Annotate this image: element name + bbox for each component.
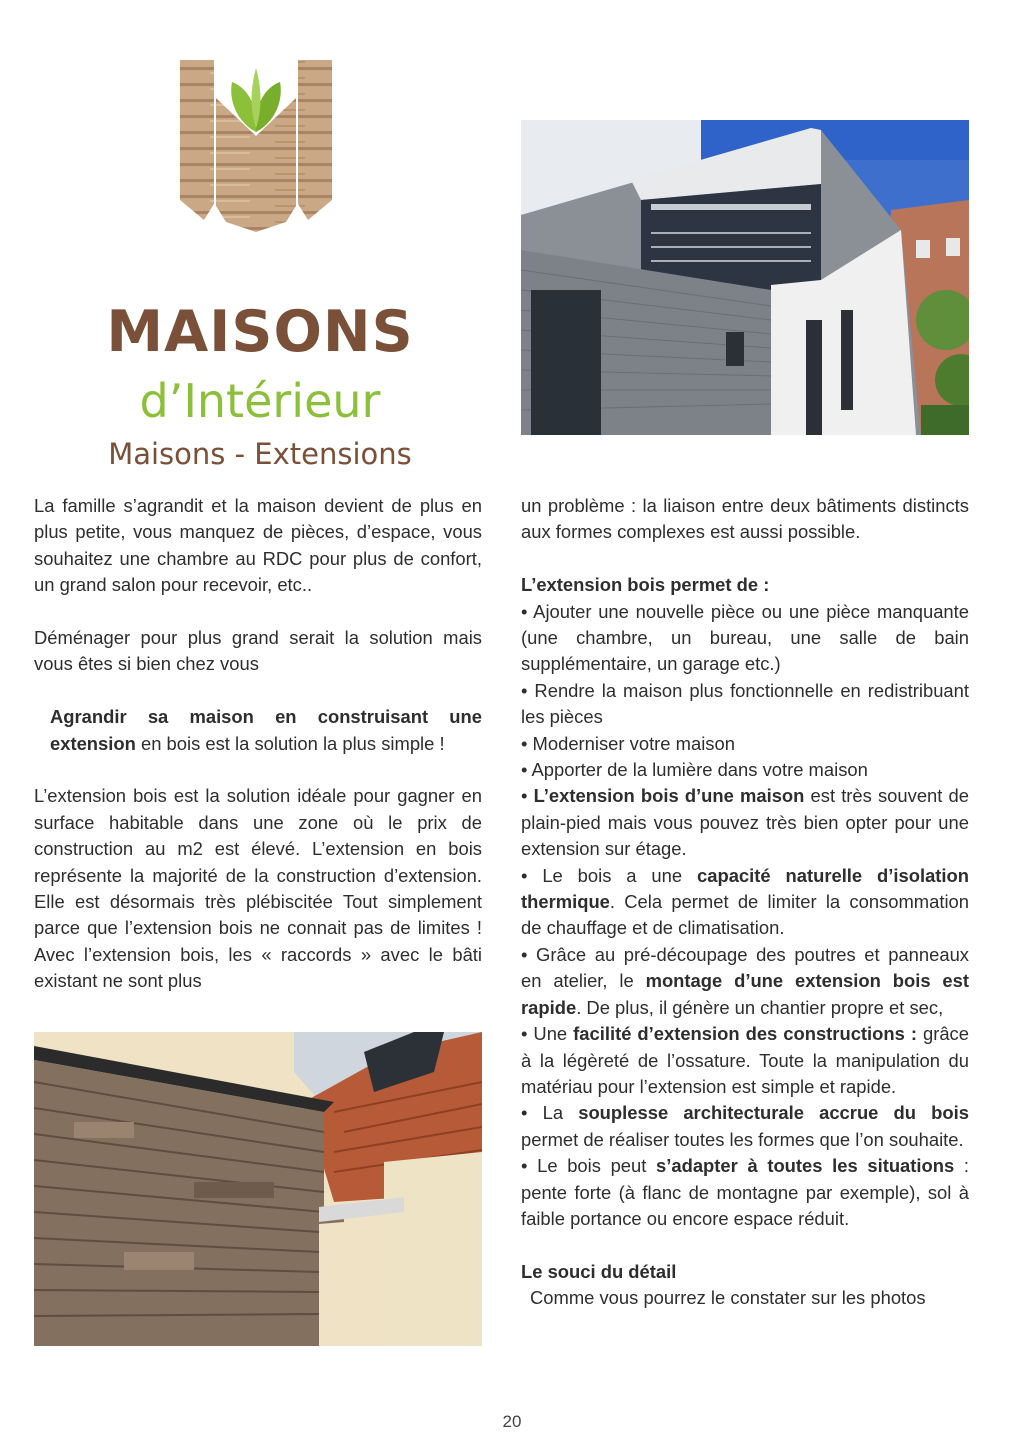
solution-bold: Agrandir sa maison en construisant une extension — [50, 706, 482, 754]
right-text-column — [521, 493, 969, 1312]
brand-name: MAISONS — [106, 299, 414, 365]
list-item-pre: • Une — [521, 1023, 574, 1045]
solution-paragraph — [34, 704, 482, 757]
list-item-rest: grâce à la légèreté de l’ossature. Toute la manipulation du matériau pour l’extension est simple et rapide. — [521, 1023, 969, 1097]
list-item-bold: souplesse architecturale accrue du bois — [578, 1102, 969, 1124]
detail-title-text: Le souci du détail — [521, 1260, 677, 1282]
list-item-rest: permet de réaliser toutes les formes que l’on souhaite. — [521, 1128, 964, 1150]
bullet: • — [521, 785, 534, 807]
list-item-pre: • Grâce au pré-découpage des poutres et panneaux en atelier, le — [521, 943, 969, 992]
left-text-column — [34, 493, 482, 995]
list-item-bold: L’extension bois d’une maison — [533, 785, 805, 807]
list-item: • Moderniser votre maison — [521, 732, 735, 754]
list-item-rest: : pente forte (à flanc de montagne par exemple), sol à faible portance ou encore espace réduit. — [521, 1155, 969, 1229]
list-item-pre: • Le bois peut — [521, 1155, 657, 1177]
moving-paragraph: Déménager pour plus grand serait la solution mais vous êtes si bien chez vous — [34, 627, 482, 675]
list-item: • Ajouter une nouvelle pièce ou une pièce manquante (une chambre, un bureau, une salle de bain supplémentaire, un garage etc.) — [521, 600, 969, 675]
wood-extension-photo — [34, 1032, 482, 1346]
list-item — [521, 1100, 969, 1153]
brand-tagline: Maisons - Extensions — [108, 437, 412, 471]
list-item-pre: • La — [521, 1102, 579, 1124]
intro-paragraph: La famille s’agrandit et la maison devient de plus en plus petite, vous manquez de pièces, d’espace, vous souhaitez une chambre au RDC pour plus de confort, un grand salon pour recevoir, etc.. — [34, 495, 482, 596]
list-item-rest: . Cela permet de limiter la consommation de chauffage et de climatisation. — [521, 891, 969, 939]
list-title-text: L’extension bois permet de : — [521, 574, 770, 596]
list-item — [521, 863, 969, 942]
list-item — [521, 783, 969, 862]
list-item-bold: montage d’une extension bois est rapide — [521, 970, 969, 1018]
list-item — [521, 1153, 969, 1232]
solution-rest: en bois est la solution la plus simple ! — [135, 732, 445, 754]
wooden-m-leaf-icon — [180, 54, 332, 244]
list-item-bold: capacité naturelle d’isolation thermique — [521, 864, 969, 913]
list-item: • Rendre la maison plus fonctionnelle en redistribuant les pièces — [521, 679, 969, 728]
detail-paragraph: Comme vous pourrez le constater sur les photos — [530, 1287, 926, 1309]
list-item-rest: . De plus, il génère un chantier propre et sec, — [576, 996, 944, 1018]
list-item — [521, 942, 969, 1021]
list-item-rest: est très souvent de plain-pied mais vous pouvez très bien opter pour une extension sur étage. — [521, 785, 969, 860]
list-item — [521, 1021, 969, 1100]
list-item-bold: facilité d’extension des constructions : — [573, 1023, 917, 1045]
page-number: 20 — [502, 1412, 522, 1431]
list-item: • Apporter de la lumière dans votre maison — [521, 759, 868, 781]
modern-house-photo — [521, 120, 969, 435]
list-item-pre: • Le bois a une — [521, 864, 697, 886]
list-item-bold: s’adapter à toutes les situations — [656, 1155, 955, 1177]
continuation-paragraph: un problème : la liaison entre deux bâtiments distincts aux formes complexes est aussi possible. — [521, 495, 969, 543]
brand-subtitle: d’Intérieur — [139, 374, 381, 428]
list-title — [521, 572, 969, 598]
brand-logo — [80, 50, 440, 471]
detail-title — [521, 1259, 969, 1285]
ideal-solution-paragraph: L’extension bois est la solution idéale pour gagner en surface habitable dans une zone où le prix de construction au m2 est élevé. L’extension en bois représente la majorité de la construction d’extension. Elle est désormais très plébiscitée Tout simplement parce que l’extension bois ne connait pas de limites ! Avec l’extension bois, les « raccords » avec le bâti existant ne sont plus — [34, 785, 482, 992]
